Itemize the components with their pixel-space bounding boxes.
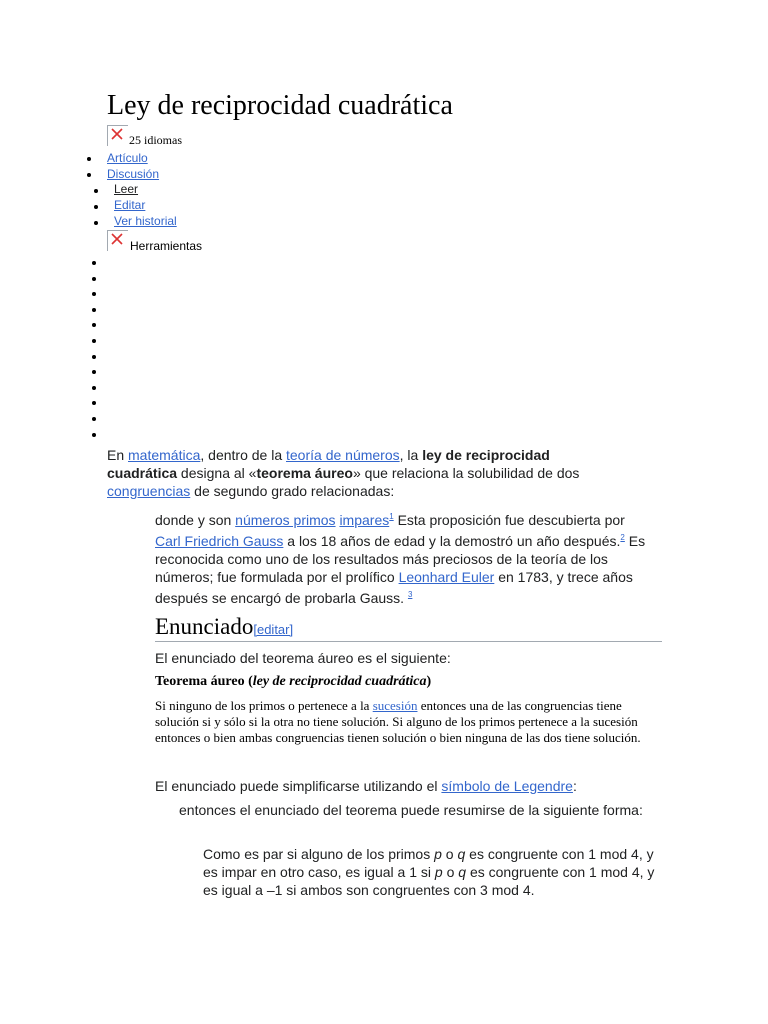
italic-var: p xyxy=(434,846,442,862)
broken-image-icon[interactable] xyxy=(107,230,128,251)
bold-term: ley de reciprocidad cuadrática xyxy=(107,447,550,481)
italic-var: p xyxy=(434,864,443,880)
ref-1[interactable]: 1 xyxy=(389,512,394,521)
link-numeros-primos[interactable]: números primos xyxy=(235,512,336,528)
list-bullet xyxy=(92,370,96,374)
list-bullet xyxy=(92,339,96,343)
list-bullet xyxy=(94,221,98,225)
section-heading-text: Enunciado xyxy=(155,614,254,639)
text: donde y son xyxy=(155,512,236,528)
list-bullet xyxy=(92,386,96,390)
link-matematica[interactable]: matemática xyxy=(128,447,201,463)
link-teoria-numeros[interactable]: teoría de números xyxy=(286,447,400,463)
link-gauss[interactable]: Carl Friedrich Gauss xyxy=(155,533,284,549)
list-bullet xyxy=(92,401,96,405)
text: Como es par si alguno de los primos xyxy=(203,846,435,862)
broken-image-icon[interactable] xyxy=(107,125,128,146)
text: o xyxy=(441,846,458,862)
text: , la xyxy=(399,447,423,463)
link-sucesion[interactable]: sucesión xyxy=(372,698,418,713)
list-bullet xyxy=(92,292,96,296)
list-bullet xyxy=(92,308,96,312)
bold-term: teorema áureo xyxy=(256,465,353,481)
list-bullet xyxy=(94,205,98,209)
text: es congruente con 1 mod 4, y es impar en otro caso, es igual a 1 si xyxy=(203,846,654,880)
section-heading xyxy=(155,614,662,642)
list-bullet xyxy=(94,189,98,193)
theorem-title xyxy=(155,674,431,690)
text: o xyxy=(442,864,459,880)
intro-paragraph xyxy=(107,446,587,500)
text: Si ninguno de los primos o pertenece a la xyxy=(155,698,373,713)
list-bullet xyxy=(92,323,96,327)
list-bullet xyxy=(92,433,96,437)
link-impares[interactable]: impares xyxy=(339,512,390,528)
text: Teorema áureo ( xyxy=(155,674,253,689)
languages-button[interactable]: 25 idiomas xyxy=(129,133,182,147)
text: designa al « xyxy=(177,465,257,481)
link-congruencias[interactable]: congruencias xyxy=(107,483,191,499)
list-bullet xyxy=(92,261,96,265)
text: Es reconocida como uno de los resultados más preciosos de la teoría de los números; fue formulada por el prolífico xyxy=(155,533,646,585)
text: El enunciado puede simplificarse utilizando el xyxy=(155,778,442,794)
summary-paragraph: entonces el enunciado del teorema puede resumirse de la siguiente forma: xyxy=(179,802,643,818)
italic-var: q xyxy=(458,864,467,880)
list-bullet xyxy=(92,277,96,281)
text: entonces una de las congruencias tiene solución si y sólo si la otra no tiene solución. Si alguno de los primos pertenece a la sucesión entonces o bien ambas congruencias tienen solución o bien ninguna de las dos tiene solución. xyxy=(155,698,641,745)
text: en 1783, y trece años después se encargó de probarla Gauss. xyxy=(155,569,633,606)
tab-read[interactable]: Leer xyxy=(114,182,139,196)
section-paragraph: El enunciado del teorema áureo es el siguiente: xyxy=(155,650,451,666)
list-bullet xyxy=(87,173,91,177)
text: : xyxy=(572,778,577,794)
legendre-paragraph xyxy=(155,777,655,795)
conclusion-paragraph xyxy=(203,845,658,899)
text: ) xyxy=(426,674,432,689)
text: de segundo grado relacionadas: xyxy=(190,483,395,499)
ref-3[interactable]: 3 xyxy=(407,590,413,599)
theorem-body xyxy=(155,698,665,746)
tools-button[interactable]: Herramientas xyxy=(130,239,203,253)
tab-history[interactable]: Ver historial xyxy=(114,214,177,228)
tab-edit[interactable]: Editar xyxy=(114,198,146,212)
text: , dentro de la xyxy=(200,447,286,463)
list-bullet xyxy=(92,355,96,359)
edit-section-link[interactable]: [editar] xyxy=(253,622,294,637)
tab-discussion[interactable]: Discusión xyxy=(107,167,160,181)
italic-text: ley de reciprocidad cuadrática xyxy=(252,674,427,689)
text: es congruente con 1 mod 4, y es igual a –1 si ambos son congruentes con 3 mod 4. xyxy=(203,864,655,898)
italic-var: q xyxy=(457,846,466,862)
text: En xyxy=(107,447,129,463)
list-bullet xyxy=(87,157,91,161)
description-paragraph xyxy=(155,508,652,607)
text: a los 18 años de edad y la demostró un año después. xyxy=(283,533,621,549)
ref-2[interactable]: 2 xyxy=(620,533,625,542)
link-simbolo-legendre[interactable]: símbolo de Legendre xyxy=(441,778,573,794)
text: » que relaciona la solubilidad de dos xyxy=(352,465,580,481)
list-bullet xyxy=(92,417,96,421)
text: Esta proposición fue descubierta por xyxy=(393,512,625,528)
link-euler[interactable]: Leonhard Euler xyxy=(398,569,495,585)
tab-article[interactable]: Artículo xyxy=(107,151,148,165)
page-title: Ley de reciprocidad cuadrática xyxy=(107,90,453,121)
